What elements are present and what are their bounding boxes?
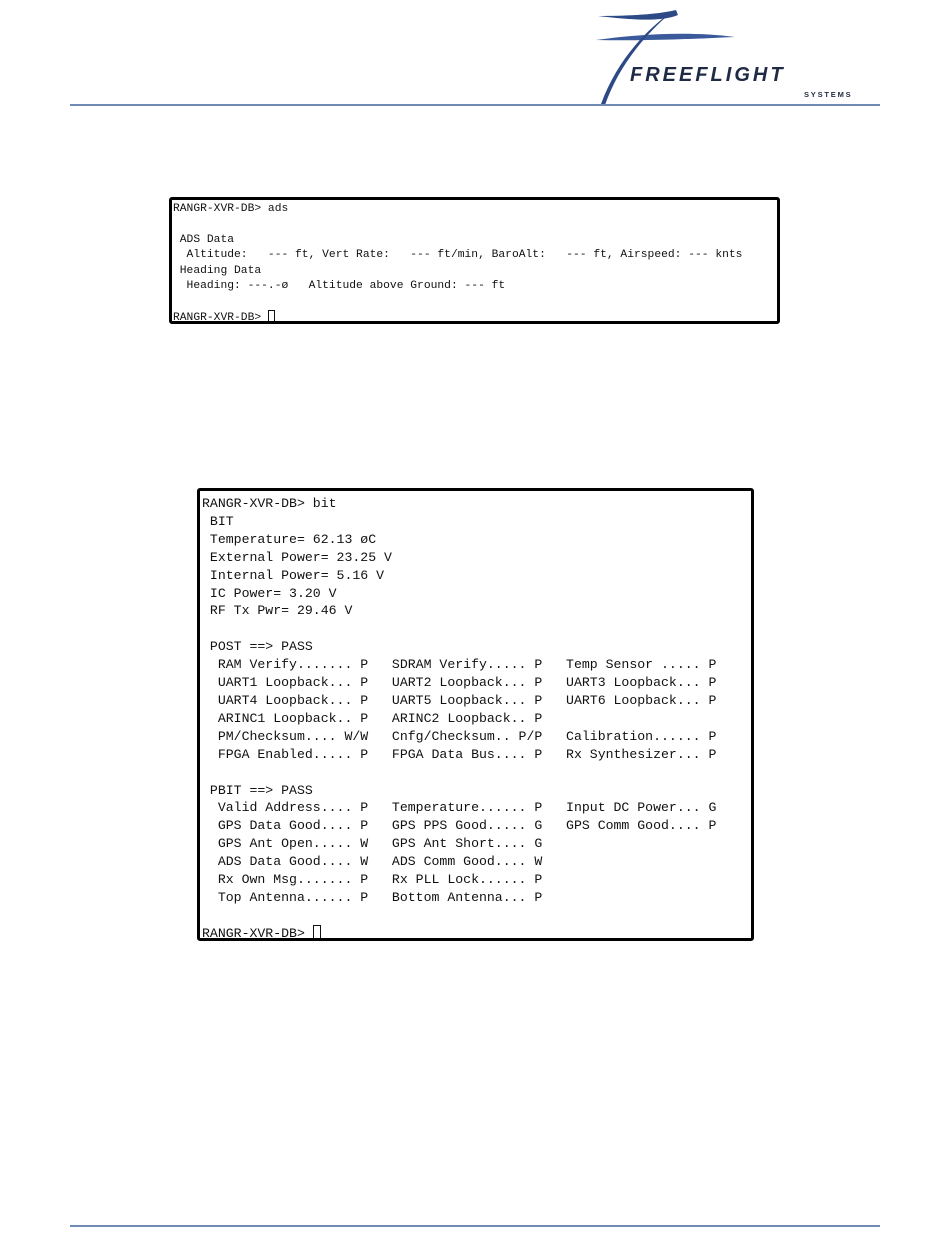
terminal-line: RAM Verify....... P SDRAM Verify..... P Temp Sensor ..... P xyxy=(202,657,717,673)
terminal-line: ADS Data xyxy=(173,233,235,246)
terminal-line: Valid Address.... P Temperature...... P Input DC Power... G xyxy=(202,800,717,816)
text-cursor[interactable] xyxy=(313,925,321,941)
command-prompt-line[interactable] xyxy=(202,925,751,941)
terminal-line: POST ==> PASS xyxy=(202,639,313,655)
terminal-line: RANGR-XVR-DB> ads xyxy=(173,203,289,215)
terminal-window-ads xyxy=(169,197,780,324)
terminal-line: PM/Checksum.... W/W Cnfg/Checksum.. P/P Calibration...... P xyxy=(202,728,717,744)
freeflight-logo xyxy=(570,4,890,108)
terminal-line: Altitude: --- ft, Vert Rate: --- ft/min, BaroAlt: --- ft, Airspeed: --- knts xyxy=(173,249,743,262)
terminal-line: GPS Ant Open..... W GPS Ant Short.... G xyxy=(202,836,543,852)
header-rule xyxy=(70,104,880,106)
terminal-line: Rx Own Msg....... P Rx PLL Lock...... P xyxy=(202,872,543,888)
terminal-line: ADS Data Good.... W ADS Comm Good.... W xyxy=(202,854,543,870)
terminal-line: UART4 Loopback... P UART5 Loopback... P UART6 Loopback... P xyxy=(202,692,717,708)
terminal-line xyxy=(202,764,751,782)
terminal-line: Heading Data xyxy=(173,264,262,277)
terminal-line: ARINC1 Loopback.. P ARINC2 Loopback.. P xyxy=(202,710,543,726)
terminal-window-bit xyxy=(197,488,754,941)
brand-name: FREEFLIGHT xyxy=(630,64,786,86)
terminal-line xyxy=(202,907,751,925)
terminal-line: RANGR-XVR-DB> bit xyxy=(202,496,337,511)
terminal-line: PBIT ==> PASS xyxy=(202,782,313,798)
terminal-line: Top Antenna...... P Bottom Antenna... P xyxy=(202,889,543,905)
terminal-line: Heading: ---.-ø Altitude above Ground: --- ft xyxy=(173,280,506,293)
command-prompt: RANGR-XVR-DB> xyxy=(202,925,313,941)
terminal-line: External Power= 23.25 V xyxy=(202,549,392,565)
terminal-line xyxy=(173,294,777,309)
terminal-line: Internal Power= 5.16 V xyxy=(202,567,385,583)
command-prompt: RANGR-XVR-DB> xyxy=(173,311,268,324)
terminal-line: UART1 Loopback... P UART2 Loopback... P UART3 Loopback... P xyxy=(202,675,717,691)
terminal-line: GPS Data Good.... P GPS PPS Good..... G GPS Comm Good.... P xyxy=(202,818,717,834)
terminal-line xyxy=(173,217,777,232)
terminal-line: RF Tx Pwr= 29.46 V xyxy=(202,603,353,619)
text-cursor[interactable] xyxy=(268,310,275,324)
terminal-line: Temperature= 62.13 øC xyxy=(202,531,377,547)
terminal-line: FPGA Enabled..... P FPGA Data Bus.... P Rx Synthesizer... P xyxy=(202,746,717,762)
footer-rule xyxy=(70,1225,880,1227)
terminal-line: BIT xyxy=(202,513,234,529)
command-prompt-line[interactable] xyxy=(173,310,777,324)
terminal-line xyxy=(202,620,751,638)
brand-subtitle: SYSTEMS xyxy=(804,90,853,99)
terminal-line: IC Power= 3.20 V xyxy=(202,585,337,601)
